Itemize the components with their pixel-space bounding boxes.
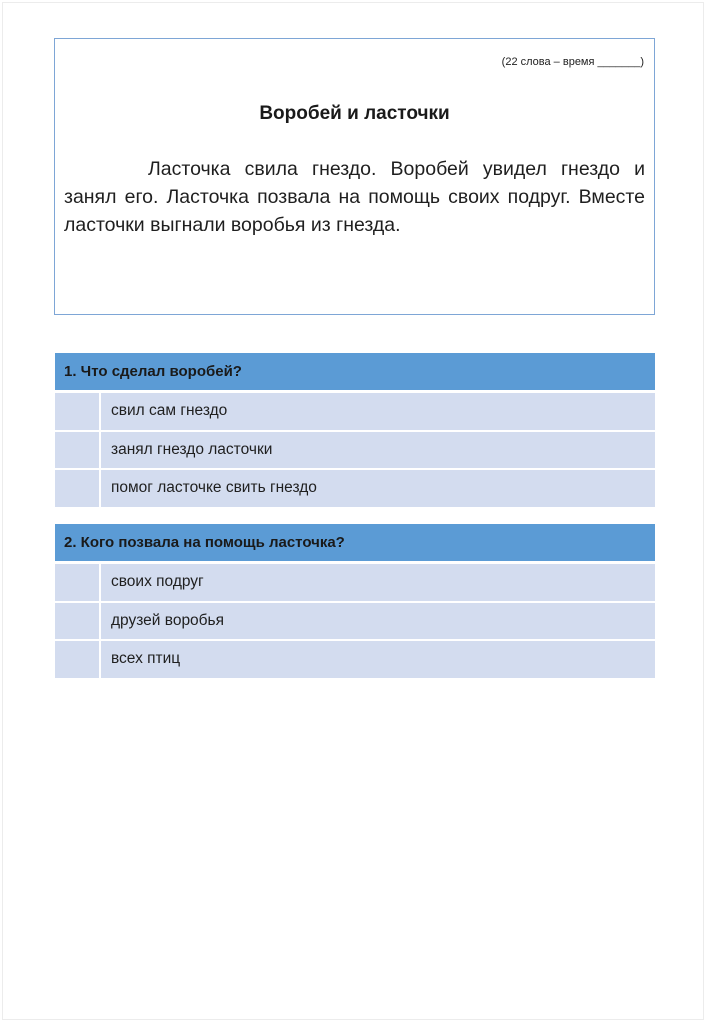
- answer-checkbox[interactable]: [55, 564, 101, 601]
- answer-text: занял гнездо ласточки: [111, 440, 273, 458]
- question-1-option-2[interactable]: [55, 430, 655, 469]
- question-1: [55, 353, 655, 507]
- question-2: [55, 524, 655, 678]
- answer-checkbox[interactable]: [55, 470, 101, 507]
- answer-text: друзей воробья: [111, 611, 225, 629]
- answer-checkbox[interactable]: [55, 432, 101, 469]
- word-count-note: (22 слова – время _______): [501, 56, 644, 68]
- answer-text: всех птиц: [111, 650, 181, 668]
- question-2-option-2[interactable]: [55, 601, 655, 640]
- answer-text: своих подруг: [111, 573, 204, 591]
- answer-text: помог ласточке свить гнездо: [111, 479, 317, 497]
- story-title: Воробей и ласточки: [259, 103, 450, 124]
- question-1-title: 1. Что сделал воробей?: [55, 353, 655, 391]
- answer-checkbox[interactable]: [55, 641, 101, 678]
- question-2-option-3[interactable]: [55, 639, 655, 678]
- reading-passage-box: [54, 38, 655, 315]
- answer-text: свил сам гнездо: [111, 402, 228, 420]
- question-2-title: 2. Кого позвала на помощь ласточка?: [55, 524, 655, 562]
- question-2-option-1[interactable]: [55, 562, 655, 601]
- answer-checkbox[interactable]: [55, 603, 101, 640]
- answer-checkbox[interactable]: [55, 393, 101, 430]
- story-text: Ласточка свила гнездо. Воробей увидел гнездо и занял его. Ласточка позвала на помощь своих подруг. Вместе ласточки выгнали воробья из гнезда.: [64, 158, 645, 236]
- question-1-option-1[interactable]: [55, 391, 655, 430]
- question-1-option-3[interactable]: [55, 468, 655, 507]
